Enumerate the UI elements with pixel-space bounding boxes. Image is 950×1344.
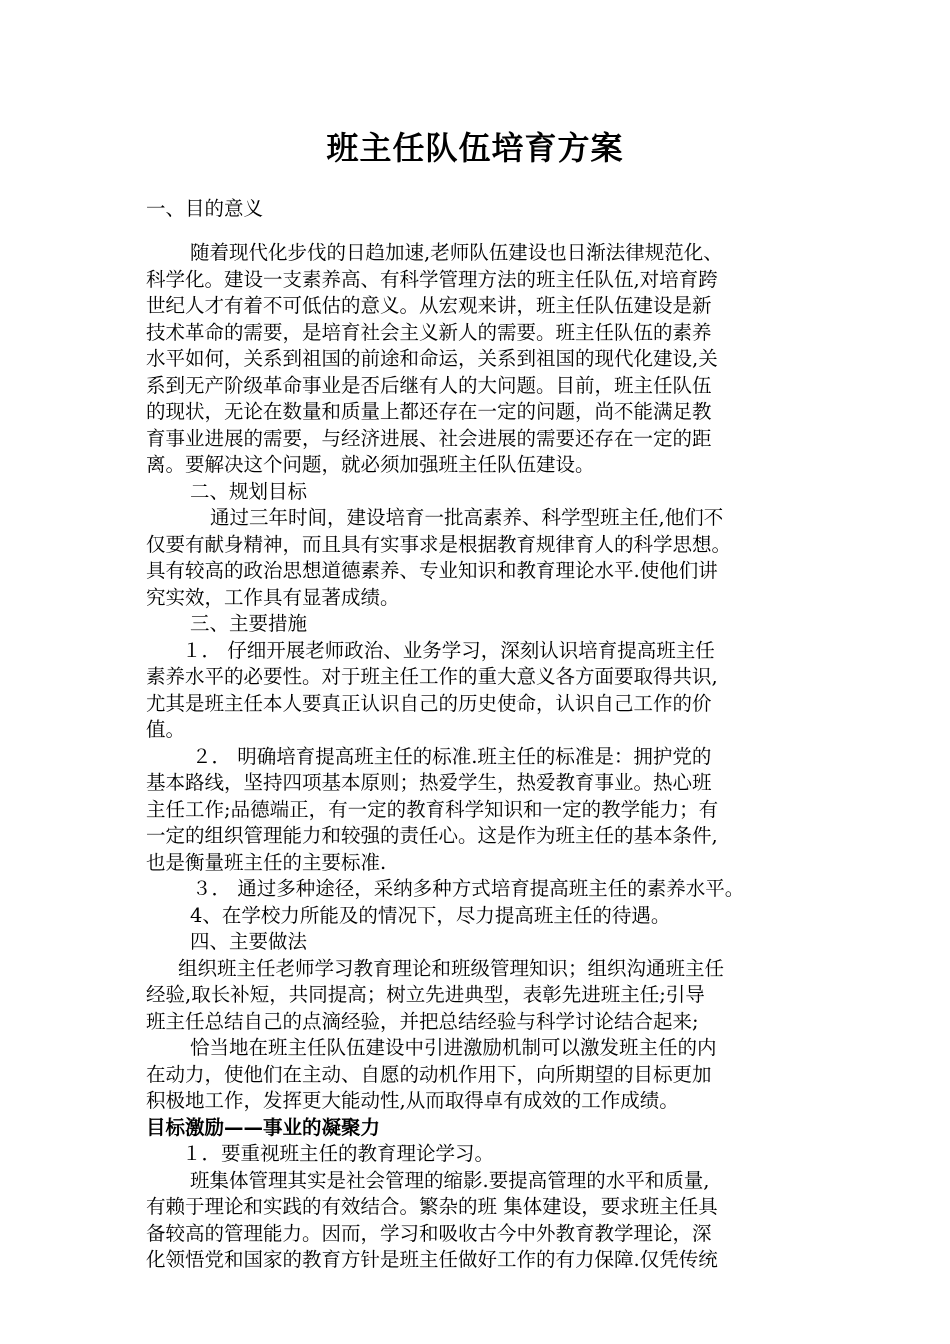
text-line: 主任工作;品德端正，有一定的教育科学知识和一定的教学能力；有 [146, 797, 719, 821]
text-line: 具有较高的政治思想道德素养、专业知识和教育理论水平.使他们讲 [146, 559, 718, 582]
text-line: 技术革命的需要，是培育社会主义新人的需要。班主任队伍的素养 [146, 320, 712, 344]
document-title: 班主任队伍培育方案 [326, 129, 624, 167]
text-line: 离。要解决这个问题，就必须加强班主任队伍建设。 [146, 453, 595, 476]
text-line: 水平如何，关系到祖国的前途和命运，关系到祖国的现代化建设,关 [146, 347, 718, 370]
text-line: 积极地工作，发挥更大能动性,从而取得卓有成效的工作成绩。 [146, 1089, 679, 1112]
text-line: 备较高的管理能力。因而，学习和吸收古今中外教育教学理论，深 [146, 1221, 712, 1245]
text-line: 化领悟党和国家的教育方针是班主任做好工作的有力保障.仅凭传统 [146, 1248, 718, 1271]
text-line: 4、在学校力所能及的情况下，尽力提高班主任的待遇。 [190, 903, 671, 927]
text-line: 二、规划目标 [190, 479, 308, 503]
text-line: 随着现代化步伐的日趋加速,老师队伍建设也日渐法律规范化、 [190, 241, 723, 264]
text-line: １． 仔细开展老师政治、业务学习，深刻认识培育提高班主任 [182, 638, 715, 662]
text-line: 科学化。建设一支素养高、有科学管理方法的班主任队伍,对培育跨 [146, 267, 718, 291]
text-line: 仅要有献身精神，而且具有实事求是根据教育规律育人的科学思想。 [146, 532, 732, 556]
text-line: 的现状，无论在数量和质量上都还存在一定的问题，尚不能满足教 [146, 400, 712, 423]
text-line: 班主任总结自己的点滴经验，并把总结经验与科学讨论结合起来; [146, 1009, 699, 1033]
text-line: １．要重视班主任的教育理论学习。 [182, 1142, 495, 1165]
text-line: 值。 [146, 718, 186, 741]
text-line: 四、主要做法 [190, 930, 308, 953]
text-line: 通过三年时间，建设培育一批高素养、科学型班主任,他们不 [210, 506, 724, 529]
text-line: 也是衡量班主任的主要标准. [146, 850, 387, 874]
text-line: 究实效，工作具有显著成绩。 [146, 585, 400, 609]
text-line: 组织班主任老师学习教育理论和班级管理知识；组织沟通班主任 [178, 956, 725, 980]
text-line: 恰当地在班主任队伍建设中引进激励机制可以激发班主任的内 [190, 1036, 717, 1059]
heading-purpose: 一、目的意义 [146, 197, 264, 220]
text-line: 经验,取长补短，共同提高；树立先进典型，表彰先进班主任;引导 [146, 983, 705, 1006]
section-heading [146, 196, 826, 223]
bold-subheading: 目标激励——事业的凝聚力 [146, 1115, 381, 1139]
document-body [146, 240, 826, 1274]
text-line: 三、主要措施 [190, 612, 308, 635]
text-line: 在动力，使他们在主动、自愿的动机作用下，向所期望的目标更加 [146, 1062, 712, 1086]
text-line: ２． 明确培育提高班主任的标准.班主任的标准是：拥护党的 [192, 744, 712, 768]
text-line: 育事业进展的需要，与经济进展、社会进展的需要还存在一定的距 [146, 426, 712, 450]
text-line: 班集体管理其实是社会管理的缩影.要提高管理的水平和质量, [190, 1168, 710, 1192]
text-line: 素养水平的必要性。对于班主任工作的重大意义各方面要取得共识, [146, 665, 718, 688]
text-line: 有赖于理论和实践的有效结合。繁杂的班 集体建设，要求班主任具 [146, 1195, 718, 1218]
text-line: 一定的组织管理能力和较强的责任心。这是作为班主任的基本条件, [146, 824, 718, 847]
text-line: 系到无产阶级革命事业是否后继有人的大问题。目前，班主任队伍 [146, 373, 712, 397]
text-line: 世纪人才有着不可低估的意义。从宏观来讲，班主任队伍建设是新 [146, 294, 712, 317]
text-line: ３． 通过多种途径，采纳多种方式培育提高班主任的素养水平。 [192, 877, 745, 900]
text-line: 基本路线，坚持四项基本原则；热爱学生，热爱教育事业。热心班 [146, 771, 712, 794]
text-line: 尤其是班主任本人要真正认识自己的历史使命，认识自己工作的价 [146, 691, 712, 715]
